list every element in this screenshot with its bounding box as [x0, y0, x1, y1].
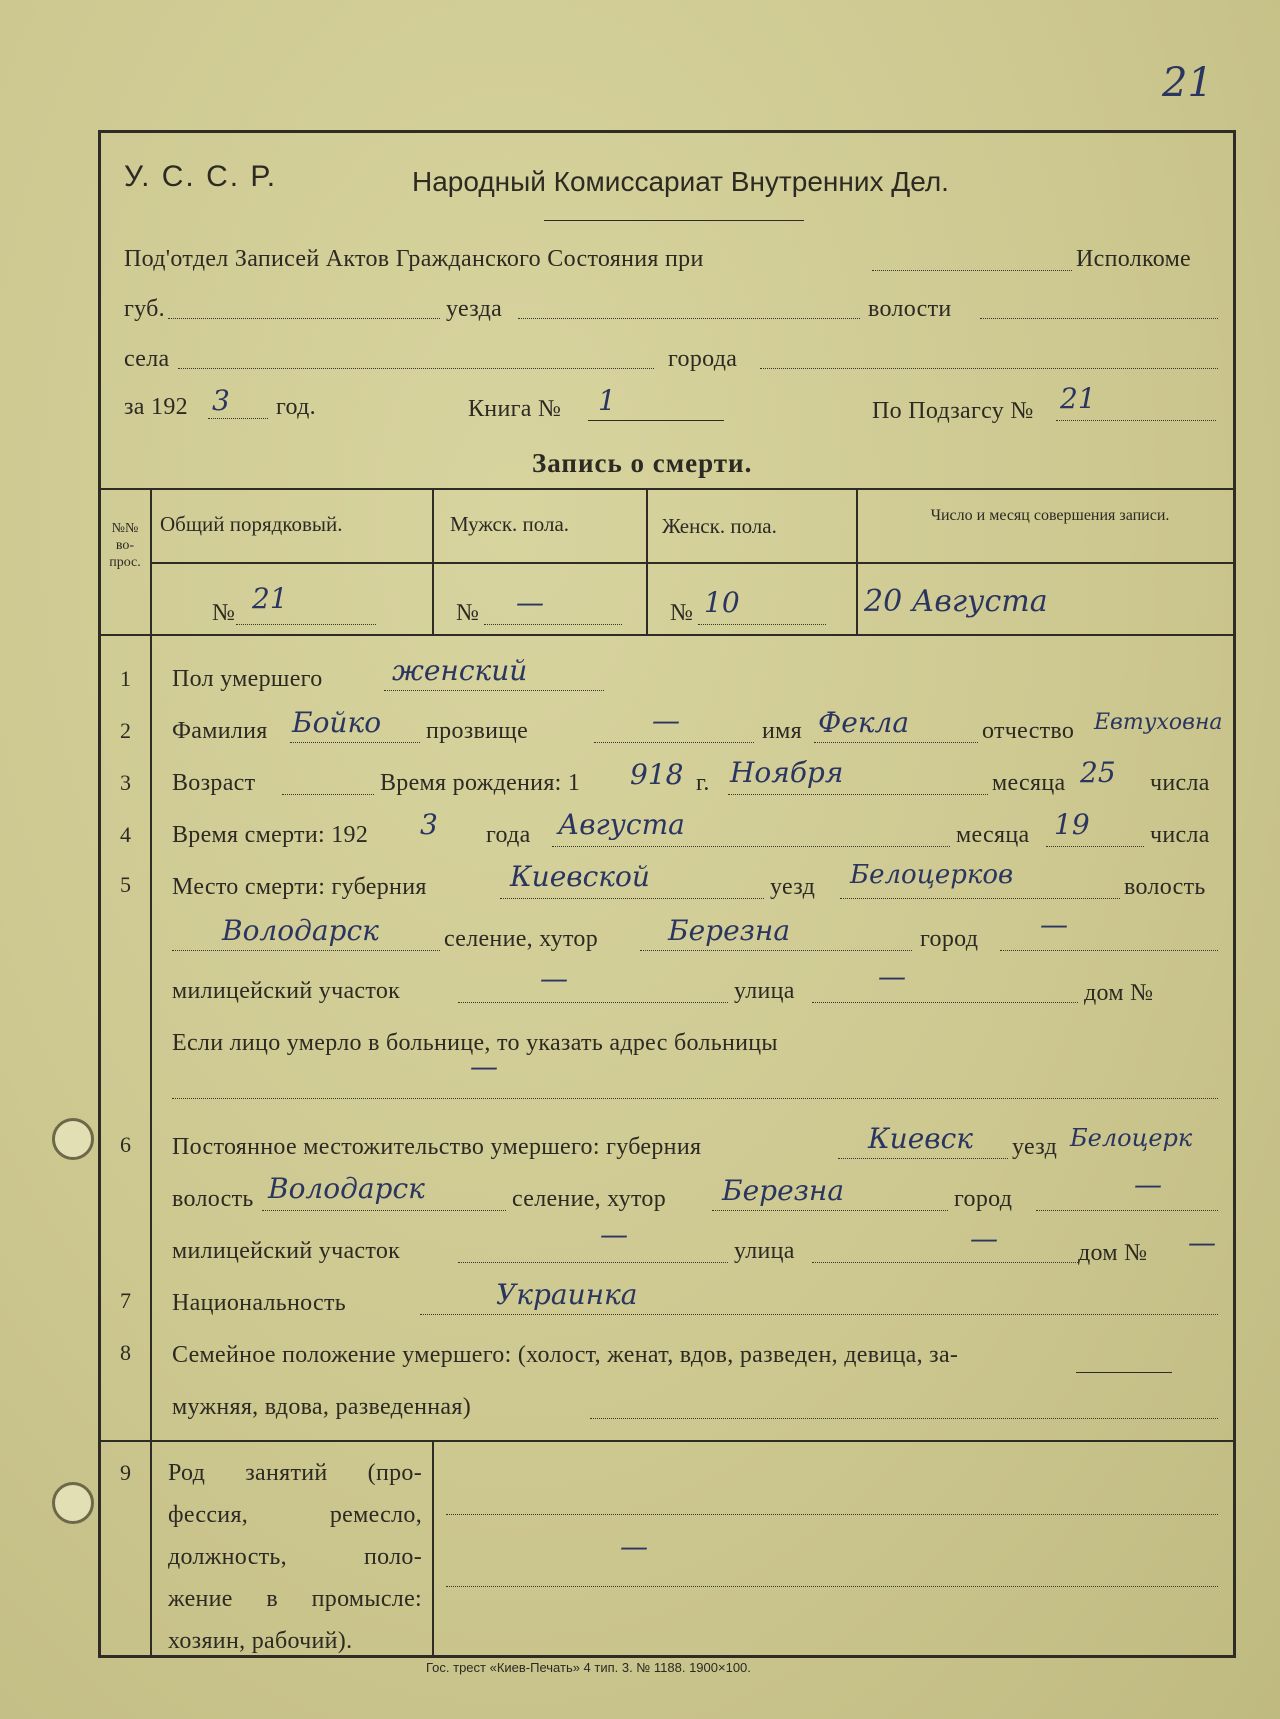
nickname-label: прозвище: [426, 718, 529, 744]
nickname-blank: [594, 742, 754, 743]
occupation-value: —: [620, 1530, 648, 1563]
col1-header: Общий порядковый.: [160, 512, 343, 536]
res-street-label: улица: [734, 1238, 795, 1264]
place-label: Место смерти: губерния: [172, 874, 427, 900]
year-prefix: за 192: [124, 394, 188, 420]
table-top-rule: [98, 488, 1236, 490]
place-uezd: Белоцерков: [850, 860, 1014, 890]
death-month: Августа: [558, 808, 685, 841]
row-number-7: 7: [120, 1288, 131, 1313]
col2-blank: [484, 624, 622, 625]
uezd-blank: [518, 318, 860, 319]
office-line1-left: Под'отдел Записей Актов Гражданского Состояния при: [124, 246, 704, 272]
goroda-blank: [760, 368, 1218, 369]
birth-month-label: месяца: [992, 770, 1066, 796]
death-day: 19: [1054, 808, 1090, 841]
uezd-label: уезда: [446, 296, 503, 322]
res-uezd: Белоцерк: [1070, 1124, 1193, 1152]
militia-value: —: [540, 962, 568, 995]
surname-blank: [290, 742, 420, 743]
header-rule: [544, 220, 804, 221]
row-number-6: 6: [120, 1132, 131, 1157]
record-title: Запись о смерти.: [532, 448, 753, 478]
residence-label: Постоянное местожительство умершего: губерния: [172, 1134, 702, 1160]
res-house-label: дом №: [1078, 1240, 1148, 1266]
col0-header: №№ во-прос.: [109, 521, 141, 570]
death-day-blank: [1046, 846, 1144, 847]
commissariat-title: Народный Комиссариат Внутренних Дел.: [412, 166, 949, 197]
col2-no-label: №: [456, 600, 480, 626]
family-underline: [1076, 1372, 1172, 1373]
gub-blank: [168, 318, 440, 319]
res-gorod-blank: [1036, 1210, 1218, 1211]
col1-blank: [236, 624, 376, 625]
death-month-label: месяца: [956, 822, 1030, 848]
nationality-label: Национальность: [172, 1290, 347, 1316]
occupation-label: Род занятий (про- фессия, ремесло, должность, поло- жение в промысле: хозяин, рабочий).: [168, 1460, 422, 1654]
surname-value: Бойко: [292, 706, 382, 739]
occupation-column-rule: [432, 1440, 434, 1658]
birth-month-blank: [728, 794, 988, 795]
street-value: —: [878, 960, 906, 993]
street-blank: [812, 1002, 1078, 1003]
podzags-value: 21: [1060, 382, 1096, 415]
family-blank: [590, 1418, 1218, 1419]
res-militia: —: [600, 1218, 628, 1251]
col-rule-1: [432, 488, 434, 634]
row-number-1: 1: [120, 666, 131, 691]
res-militia-blank: [458, 1262, 728, 1263]
res-house: —: [1188, 1226, 1216, 1259]
res-militia-label: милицейский участок: [172, 1238, 401, 1264]
name-label: имя: [762, 718, 802, 744]
col3-blank: [698, 624, 826, 625]
year-blank: [208, 418, 268, 419]
nationality-blank: [420, 1314, 1218, 1315]
row-number-2: 2: [120, 718, 131, 743]
table-mid-rule: [150, 562, 1236, 564]
year-digit: 3: [212, 384, 230, 417]
age-label: Возраст: [172, 770, 256, 796]
res-selo: Березна: [722, 1174, 845, 1207]
birth-day: 25: [1080, 756, 1116, 789]
year-suffix: год.: [276, 394, 316, 420]
birth-g: г.: [696, 770, 710, 796]
punch-hole-top: [52, 1118, 94, 1160]
place-gub-blank: [500, 898, 764, 899]
book-value: 1: [598, 384, 616, 417]
place-volost-label: волость: [1124, 874, 1206, 900]
gub-label: губ.: [124, 296, 165, 322]
res-street: —: [970, 1222, 998, 1255]
death-year: 3: [420, 808, 438, 841]
hospital-value: —: [470, 1050, 498, 1083]
sela-label: села: [124, 346, 170, 372]
sex-blank: [384, 690, 604, 691]
podzags-blank: [1056, 420, 1216, 421]
volost-blank: [980, 318, 1218, 319]
col3-no-label: №: [670, 600, 694, 626]
birth-label: Время рождения: 1: [380, 770, 581, 796]
res-gorod: —: [1134, 1168, 1162, 1201]
occupation-blank-2: [446, 1586, 1218, 1587]
patronymic-value: Евтуховна: [1094, 710, 1223, 735]
house-label: дом №: [1084, 980, 1154, 1006]
res-selo-label: селение, хутор: [512, 1186, 667, 1212]
death-label: Время смерти: 192: [172, 822, 369, 848]
volost-label: волости: [868, 296, 952, 322]
sex-value: женский: [392, 654, 528, 687]
col3-header: Женск. пола.: [662, 514, 777, 538]
row-number-9: 9: [120, 1460, 131, 1485]
place-selo-label: селение, хутор: [444, 926, 599, 952]
nickname-value: —: [652, 704, 680, 737]
patronymic-label: отчество: [982, 718, 1075, 744]
militia-label: милицейский участок: [172, 978, 401, 1004]
res-gorod-label: город: [954, 1186, 1013, 1212]
place-volost-blank: [172, 950, 440, 951]
res-volost: Володарск: [268, 1172, 425, 1205]
place-gorod-label: город: [920, 926, 979, 952]
res-volost-blank: [262, 1210, 506, 1211]
printer-footer: Гос. трест «Киев-Печать» 4 тип. 3. № 1188. 1900×100.: [426, 1660, 751, 1675]
punch-hole-bottom: [52, 1482, 94, 1524]
occupation-blank-1: [446, 1514, 1218, 1515]
page-number: 21: [1162, 60, 1213, 106]
nationality-value: Украинка: [496, 1278, 638, 1311]
col2-header: Мужск. пола.: [450, 512, 570, 536]
militia-blank: [458, 1002, 728, 1003]
death-goda: года: [486, 822, 531, 848]
number-column-rule: [150, 488, 152, 1658]
col-rule-3: [856, 488, 858, 634]
col2-value: —: [516, 586, 544, 619]
res-selo-blank: [712, 1210, 948, 1211]
birth-year: 918: [630, 758, 684, 791]
res-volost-label: волость: [172, 1186, 254, 1212]
col3-value: 10: [704, 586, 740, 619]
age-blank: [282, 794, 374, 795]
row-number-8: 8: [120, 1340, 131, 1365]
col4-value: 20 Августа: [864, 584, 1048, 619]
podzags-label: По Подзагсу №: [872, 398, 1034, 424]
place-uezd-blank: [840, 898, 1120, 899]
family-line1: Семейное положение умершего: (холост, женат, вдов, разведен, девица, за-: [172, 1342, 959, 1368]
place-gorod: —: [1040, 908, 1068, 941]
republic-title: У. С. С. Р.: [124, 160, 278, 193]
place-uezd-label: уезд: [770, 874, 816, 900]
birth-day-label: числа: [1150, 770, 1210, 796]
goroda-label: города: [668, 346, 738, 372]
name-blank: [814, 742, 978, 743]
table-bottom-rule: [98, 634, 1236, 636]
place-gorod-blank: [1000, 950, 1218, 951]
office-line1-right: Исполкоме: [1076, 246, 1192, 272]
res-gub: Киевск: [868, 1122, 973, 1155]
col1-no-label: №: [212, 600, 236, 626]
book-label: Книга №: [468, 396, 562, 422]
birth-month: Ноября: [730, 756, 844, 789]
sela-blank: [178, 368, 654, 369]
street-label: улица: [734, 978, 795, 1004]
book-blank: [588, 420, 724, 421]
family-line2: мужняя, вдова, разведенная): [172, 1394, 471, 1420]
row-number-3: 3: [120, 770, 131, 795]
res-street-blank: [812, 1262, 1078, 1263]
occupation-top-rule: [98, 1440, 1236, 1442]
col-rule-2: [646, 488, 648, 634]
death-month-blank: [552, 846, 950, 847]
row-number-5: 5: [120, 872, 131, 897]
row-number-4: 4: [120, 822, 131, 847]
res-gub-blank: [838, 1158, 1008, 1159]
place-selo: Березна: [668, 914, 791, 947]
sex-label: Пол умершего: [172, 666, 323, 692]
name-value: Фекла: [818, 706, 910, 739]
place-gub: Киевской: [510, 860, 650, 893]
surname-label: Фамилия: [172, 718, 268, 744]
place-volost: Володарск: [222, 914, 379, 947]
col4-header: Число и месяц совершения записи.: [930, 507, 1170, 524]
place-selo-blank: [640, 950, 912, 951]
res-uezd-label: уезд: [1012, 1134, 1058, 1160]
hospital-label: Если лицо умерло в больнице, то указать адрес больницы: [172, 1030, 778, 1056]
office-line1-blank: [872, 270, 1072, 271]
col1-value: 21: [252, 582, 288, 615]
hospital-blank: [172, 1098, 1218, 1099]
death-day-label: числа: [1150, 822, 1210, 848]
